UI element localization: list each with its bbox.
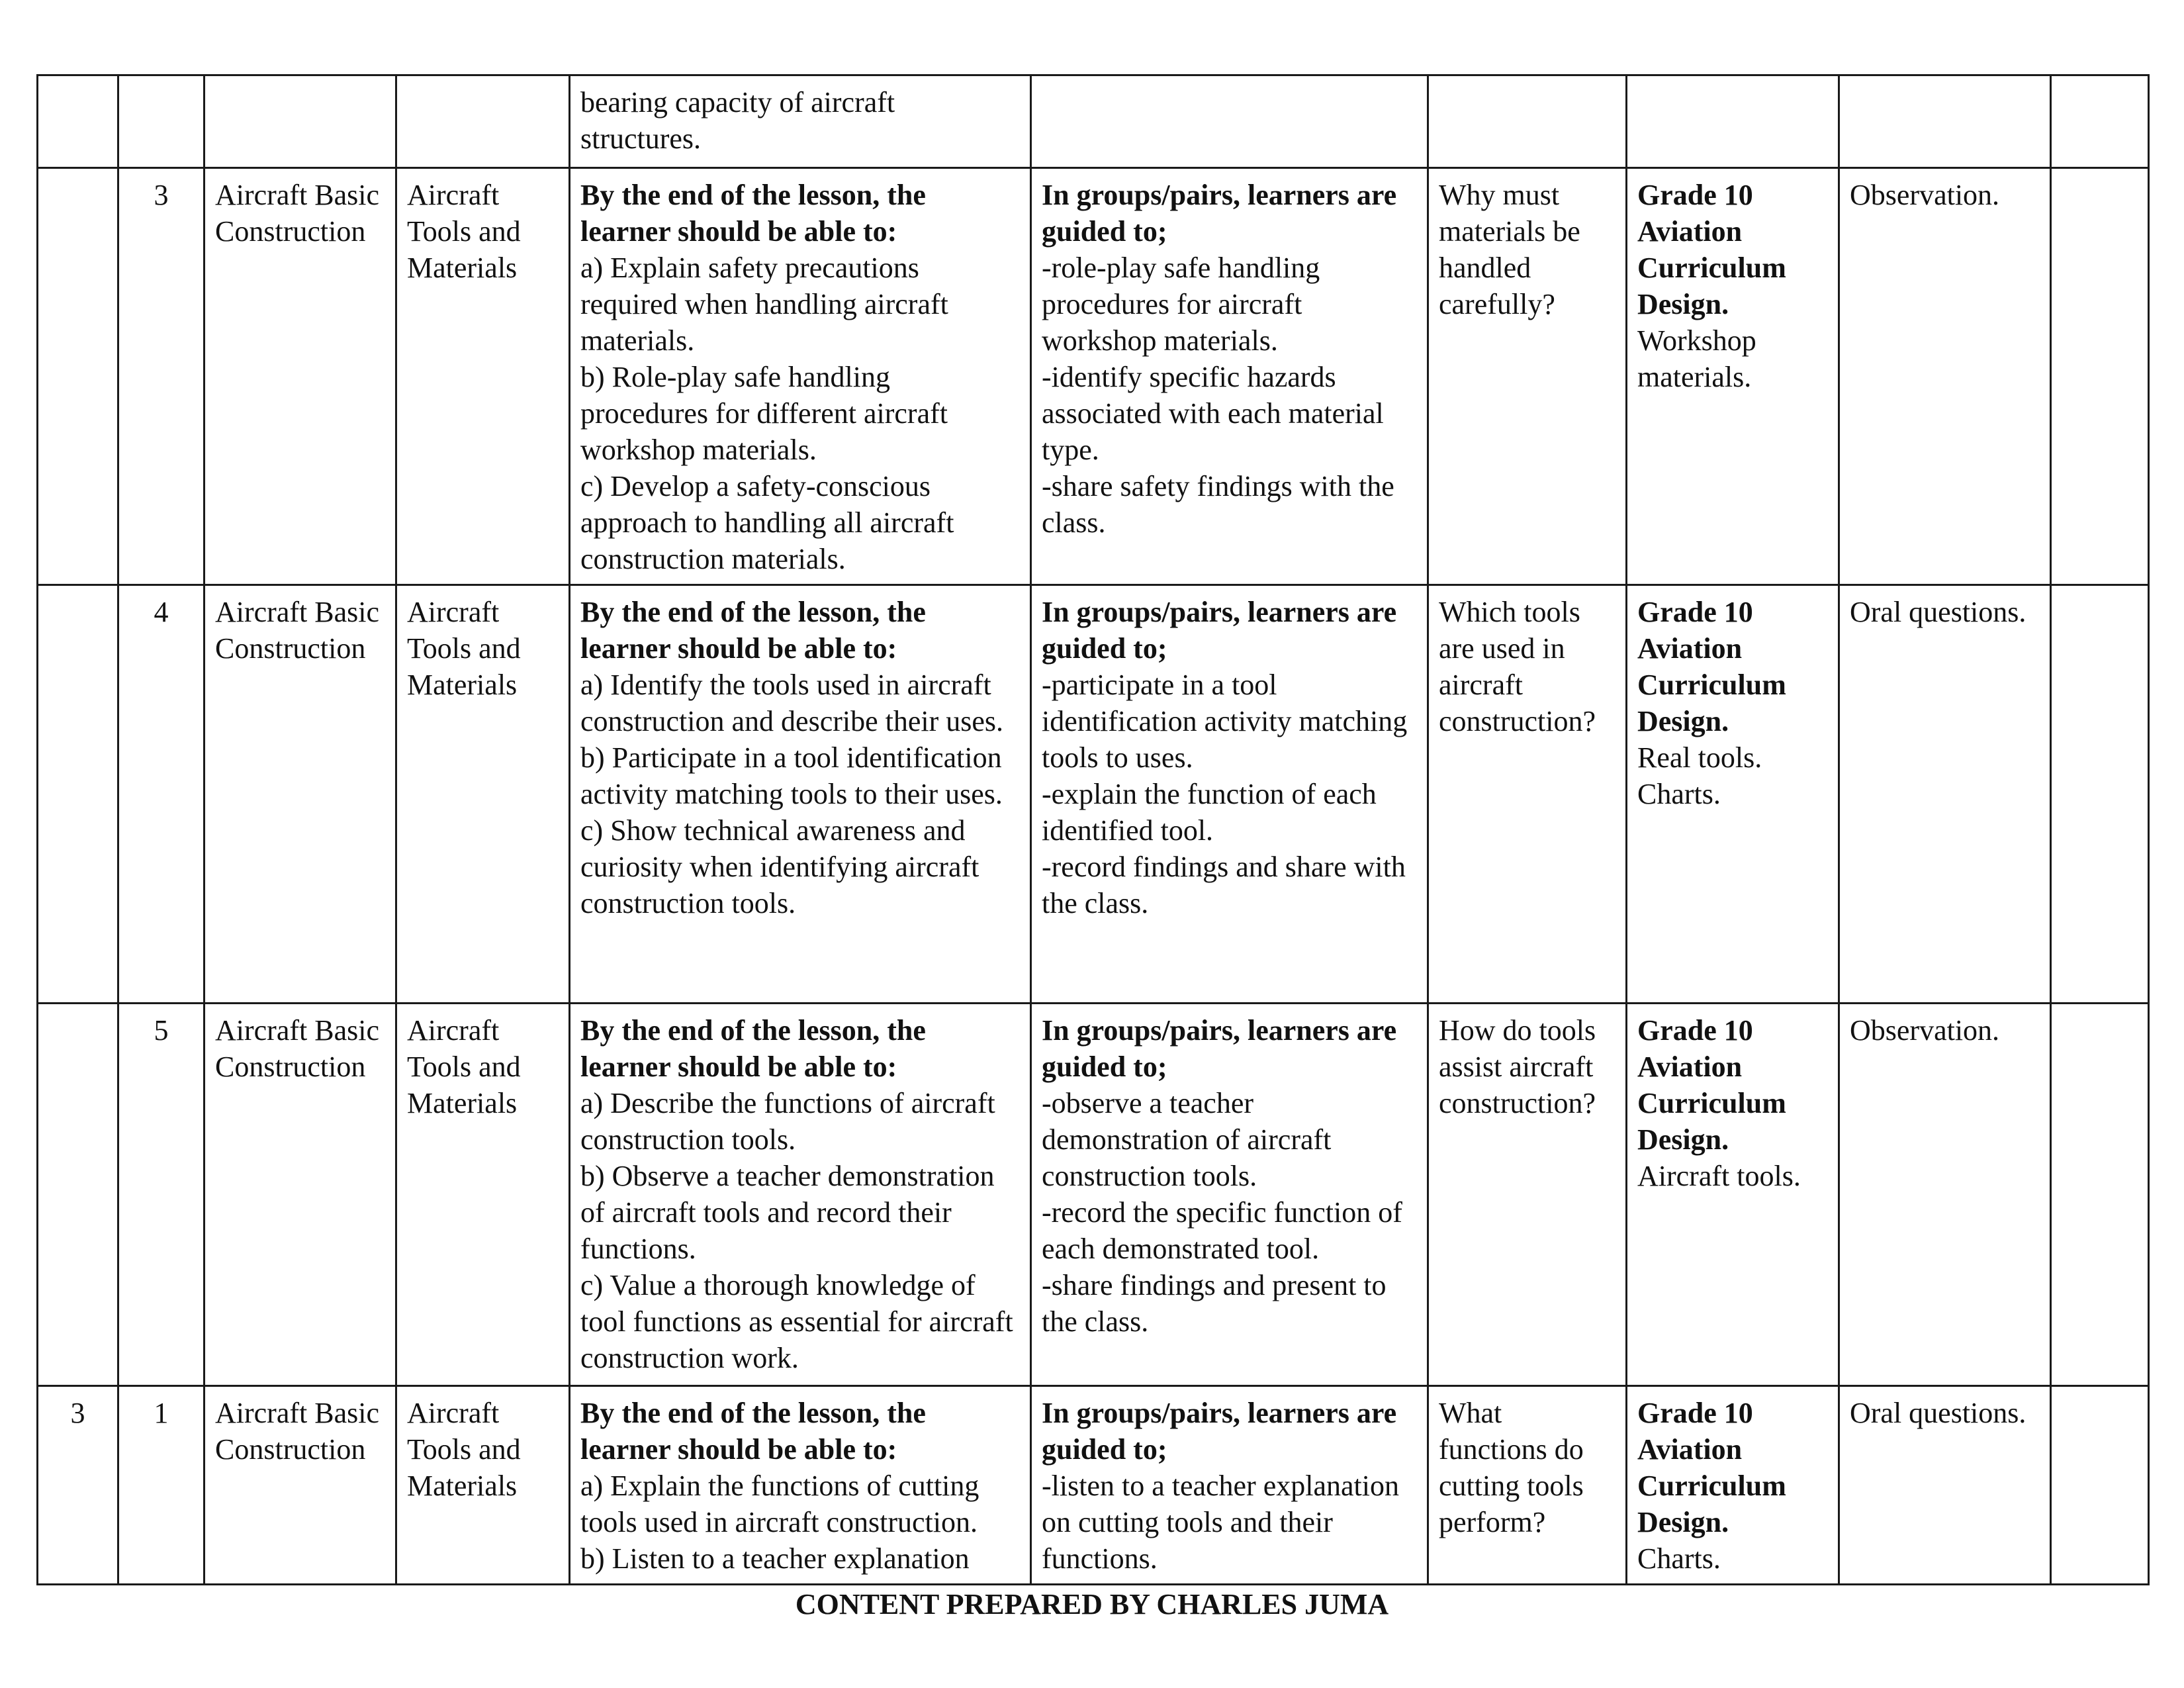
learning-experiences-cell [1031, 168, 1428, 585]
resource-item: Charts. [1637, 1542, 1721, 1575]
assessment-cell: Oral questions. [1839, 585, 2051, 1004]
resources-cell [1627, 168, 1839, 585]
assessment-cell: Oral questions. [1839, 1386, 2051, 1585]
lesson-cell: 1 [118, 1386, 205, 1585]
week-cell [38, 75, 118, 168]
resources-cell [1627, 585, 1839, 1004]
outcomes-intro: By the end of the lesson, the learner should be able to: [580, 1014, 926, 1083]
sub-strand-cell: Aircraft Tools and Materials [396, 1386, 570, 1585]
outcome-item: b) Observe a teacher demonstration of aircraft tools and record their functions. [580, 1160, 995, 1265]
outcome-item: a) Identify the tools used in aircraft construction and describe their uses. [580, 669, 1004, 737]
outcomes-intro: By the end of the lesson, the learner should be able to: [580, 1397, 926, 1466]
outcomes-intro: By the end of the lesson, the learner should be able to: [580, 596, 926, 665]
remarks-cell [2051, 585, 2149, 1004]
lesson-cell: 3 [118, 168, 205, 585]
experience-item: -share findings and present to the class. [1042, 1269, 1387, 1338]
learning-experiences-cell [1031, 75, 1428, 168]
lesson-cell: 5 [118, 1004, 205, 1386]
curriculum-design-ref: Grade 10 Aviation Curriculum Design. [1637, 1397, 1786, 1538]
week-cell [38, 168, 118, 585]
outcome-item: c) Develop a safety-conscious approach to handling all aircraft construction materials. [580, 470, 954, 575]
resource-item: Aircraft tools. [1637, 1160, 1801, 1192]
learning-outcomes-cell [570, 1386, 1031, 1585]
key-inquiry-cell: Which tools are used in aircraft construction? [1428, 585, 1627, 1004]
strand-cell: Aircraft Basic Construction [205, 1386, 396, 1585]
week-cell [38, 585, 118, 1004]
table-row [38, 168, 2149, 585]
resources-cell [1627, 1004, 1839, 1386]
outcome-item: bearing capacity of aircraft [580, 86, 895, 118]
learning-outcomes-cell [570, 168, 1031, 585]
sub-strand-cell: Aircraft Tools and Materials [396, 1004, 570, 1386]
outcome-item: b) Role-play safe handling procedures for different aircraft workshop materials. [580, 361, 948, 466]
experiences-intro: In groups/pairs, learners are guided to; [1042, 596, 1397, 665]
key-inquiry-cell [1428, 75, 1627, 168]
outcome-item: b) Listen to a teacher explanation [580, 1542, 970, 1575]
experience-item: -identify specific hazards associated with each material type. [1042, 361, 1384, 466]
experience-item: -observe a teacher demonstration of aircraft construction tools. [1042, 1087, 1332, 1192]
key-inquiry-cell: Why must materials be handled carefully? [1428, 168, 1627, 585]
experience-item: -listen to a teacher explanation on cutting tools and their functions. [1042, 1470, 1399, 1575]
experience-item: -share safety findings with the class. [1042, 470, 1394, 539]
assessment-cell: Observation. [1839, 1004, 2051, 1386]
learning-outcomes-cell [570, 585, 1031, 1004]
strand-cell [205, 75, 396, 168]
strand-cell: Aircraft Basic Construction [205, 585, 396, 1004]
experiences-intro: In groups/pairs, learners are guided to; [1042, 179, 1397, 248]
lesson-cell [118, 75, 205, 168]
week-cell: 3 [38, 1386, 118, 1585]
remarks-cell [2051, 168, 2149, 585]
curriculum-design-ref: Grade 10 Aviation Curriculum Design. [1637, 1014, 1786, 1156]
experience-item: -role-play safe handling procedures for aircraft workshop materials. [1042, 252, 1320, 357]
learning-experiences-cell [1031, 1386, 1428, 1585]
assessment-cell [1839, 75, 2051, 168]
learning-experiences-cell [1031, 585, 1428, 1004]
remarks-cell [2051, 75, 2149, 168]
table-row [38, 585, 2149, 1004]
table-row [38, 1386, 2149, 1585]
outcome-item: b) Participate in a tool identification activity matching tools to their uses. [580, 741, 1003, 810]
learning-experiences-cell [1031, 1004, 1428, 1386]
strand-cell: Aircraft Basic Construction [205, 1004, 396, 1386]
experience-item: -explain the function of each identified tool. [1042, 778, 1377, 847]
key-inquiry-cell: How do tools assist aircraft construction? [1428, 1004, 1627, 1386]
learning-outcomes-cell [570, 75, 1031, 168]
outcome-item: c) Show technical awareness and curiosity when identifying aircraft construction tools. [580, 814, 979, 919]
experience-item: -record findings and share with the class. [1042, 851, 1406, 919]
experiences-intro: In groups/pairs, learners are guided to; [1042, 1014, 1397, 1083]
outcome-item: a) Describe the functions of aircraft construction tools. [580, 1087, 995, 1156]
table-row [38, 75, 2149, 168]
assessment-cell: Observation. [1839, 168, 2051, 585]
footer-credit: CONTENT PREPARED BY CHARLES JUMA [795, 1588, 1389, 1620]
strand-cell: Aircraft Basic Construction [205, 168, 396, 585]
outcome-item: structures. [580, 122, 702, 155]
curriculum-design-ref: Grade 10 Aviation Curriculum Design. [1637, 596, 1786, 737]
outcomes-intro: By the end of the lesson, the learner should be able to: [580, 179, 926, 248]
learning-outcomes-cell [570, 1004, 1031, 1386]
experience-item: -record the specific function of each demonstrated tool. [1042, 1196, 1402, 1265]
curriculum-design-ref: Grade 10 Aviation Curriculum Design. [1637, 179, 1786, 320]
sub-strand-cell: Aircraft Tools and Materials [396, 168, 570, 585]
table-row [38, 1004, 2149, 1386]
resource-item: Charts. [1637, 778, 1721, 810]
resource-item: Workshop materials. [1637, 324, 1756, 393]
lesson-cell: 4 [118, 585, 205, 1004]
remarks-cell [2051, 1386, 2149, 1585]
outcome-item: a) Explain the functions of cutting tools used in aircraft construction. [580, 1470, 979, 1538]
sub-strand-cell [396, 75, 570, 168]
scheme-of-work-table [36, 74, 2150, 1585]
outcome-item: c) Value a thorough knowledge of tool functions as essential for aircraft construction work. [580, 1269, 1013, 1374]
resources-cell [1627, 1386, 1839, 1585]
sub-strand-cell: Aircraft Tools and Materials [396, 585, 570, 1004]
experiences-intro: In groups/pairs, learners are guided to; [1042, 1397, 1397, 1466]
resources-cell [1627, 75, 1839, 168]
remarks-cell [2051, 1004, 2149, 1386]
outcome-item: a) Explain safety precautions required when handling aircraft materials. [580, 252, 948, 357]
resource-item: Real tools. [1637, 741, 1762, 774]
week-cell [38, 1004, 118, 1386]
experience-item: -participate in a tool identification activity matching tools to uses. [1042, 669, 1408, 774]
key-inquiry-cell: What functions do cutting tools perform? [1428, 1386, 1627, 1585]
